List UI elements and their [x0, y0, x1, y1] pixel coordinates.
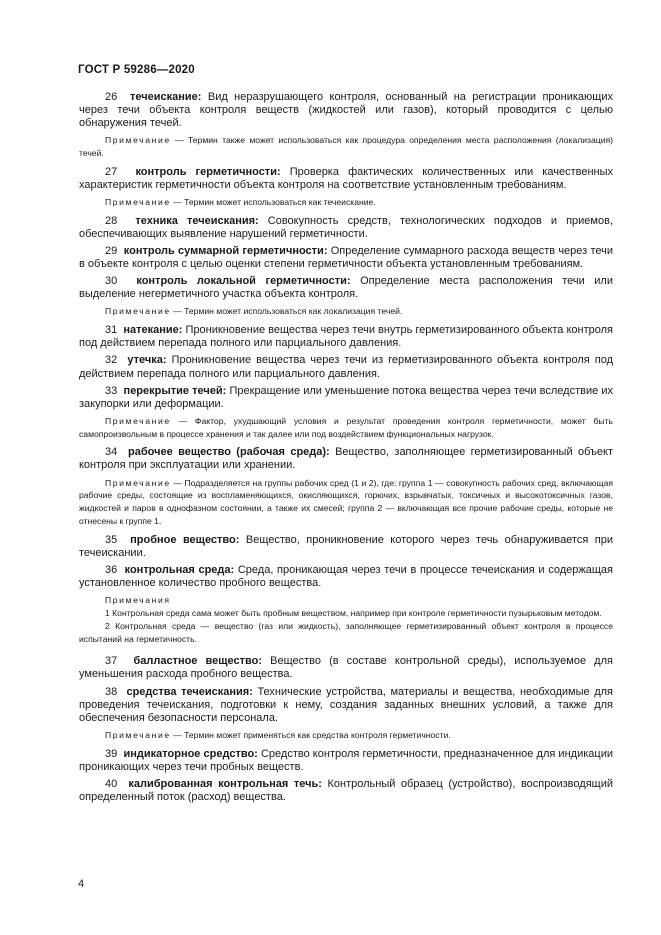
note-item: 1 Контрольная среда сама может быть пробным веществом, например при контроле герметичности пузырьковым методом. — [105, 607, 602, 618]
term-37: 37 балластное вещество: Вещество (в составе контрольной среды), используемое для уменьшения расхода пробного вещества. — [79, 655, 613, 681]
term-40: 40 калиброванная контрольная течь: Контрольный образец (устройство), воспроизводящий определенный поток (расход) вещества. — [79, 777, 613, 803]
note-item: 2 Контрольная среда — вещество (газ или жидкость), заполняющее герметизированный объект контроля в процессе испытаний на герметичность. — [79, 620, 613, 644]
term-name: перекрытие течей: — [123, 384, 227, 397]
term-name: калиброванная контрольная течь: — [128, 777, 322, 790]
terms-content — [79, 91, 613, 808]
term-name: контроль герметичности: — [135, 165, 281, 178]
term-name: контроль локальной герметичности: — [136, 275, 351, 288]
term-name: балластное вещество: — [133, 655, 263, 668]
term-36: 36 контрольная среда: Среда, проникающая через течи в процессе течеискания и содержащая установленное количество пробного вещества. — [79, 563, 613, 590]
term-name: рабочее вещество (рабочая среда): — [128, 446, 330, 459]
term-name: средства течеискания: — [126, 685, 253, 698]
note: Примечание — Термин также может использоваться как процедура определения места расположения (локализация) течей. — [79, 135, 613, 159]
term-27: 27 контроль герметичности: Проверка фактических количественных или качественных характеристик герметичности объекта контроля на соответствие установленным требованиям. — [79, 165, 613, 191]
standard-header: ГОСТ Р 59286—2020 — [78, 64, 195, 76]
note: Примечание — Термин может использоваться как локализация течей. — [105, 306, 403, 317]
term-31: 31 натекание: Проникновение вещества через течи внутрь герметизированного объекта контроля под действием перепада полного или парциального давления. — [79, 324, 613, 350]
note: Примечание — Фактор, ухудшающий условия и результат проведения контроля герметичности, может быть самопроизвольным в процессе хранения и так далее или под воздействием функциональных нагрузок. — [79, 415, 613, 439]
term-30: 30 контроль локальной герметичности: Определение места расположения течи или выделение негерметичного участка объекта контроля. — [79, 275, 613, 301]
notes-heading: Примечания — [105, 595, 171, 606]
term-name: пробное вещество: — [130, 533, 240, 546]
term-name: утечка: — [127, 354, 167, 367]
note: Примечание — Термин может применяться как средства контроля герметичности. — [105, 729, 451, 740]
note: Примечание — Подразделяется на группы рабочих сред (1 и 2), где: группа 1 — совокупность рабочих сред, включающая рабочие среды, состоящие из воспламеняющихся, окисляющихся, горючих, взрывчатых, токсичных и высокотоксичных газов, жидкостей и паров в однофазном состоянии, а также их смесей; группа 2 — включающая все прочие рабочие среды, которые не отнесены к группе 1. — [79, 477, 613, 526]
notes-block — [79, 594, 613, 645]
term-34: 34 рабочее вещество (рабочая среда): Вещество, заполняющее герметизированный объект контроля при эксплуатации или хранении. — [79, 446, 613, 472]
term-39: 39 индикаторное средство: Средство контроля герметичности, предназначенное для индикации проникающих через течи пробных веществ. — [79, 747, 613, 773]
term-28: 28 техника течеискания: Совокупность средств, технологических подходов и приемов, обеспечивающих выявление нарушений герметичности. — [79, 214, 614, 240]
term-name: течеискание: — [130, 91, 202, 103]
term-32: 32 утечка: Проникновение вещества через течи из герметизированного объекта контроля под действием перепада полного или парциального давления. — [79, 354, 613, 380]
note: Примечание — Термин может использоваться как течеискание. — [105, 197, 376, 208]
term-name: индикаторное средство: — [123, 747, 258, 760]
term-name: контрольная среда: — [124, 563, 235, 576]
term-name: контроль суммарной герметичности: — [123, 245, 328, 258]
term-name: натекание: — [123, 324, 183, 337]
term-38: 38 средства течеискания: Технические устройства, материалы и вещества, необходимые для проведения течеискания, подготовки к нему, создания заданных внешних условий, а также для обеспечения безопасности персонала. — [79, 685, 613, 724]
term-33: 33 перекрытие течей: Прекращение или уменьшение потока вещества через течи вследствие их закупорки или деформации. — [79, 384, 613, 410]
term-name: техника течеискания: — [135, 214, 259, 227]
term-29: 29 контроль суммарной герметичности: Определение суммарного расхода веществ через течи в объекте контроля с целью оценки степени герметичности объекта установленным требованиям. — [79, 245, 613, 271]
term-26: 26 течеискание: Вид неразрушающего контроля, основанный на регистрации проникающих через течи объекта контроля веществ (жидкостей или газов), который проводится с целью обнаружения течей. — [79, 91, 613, 130]
term-35: 35 пробное вещество: Вещество, проникновение которого через течь обнаруживается при течеискании. — [79, 533, 613, 559]
page-number: 4 — [78, 878, 85, 890]
